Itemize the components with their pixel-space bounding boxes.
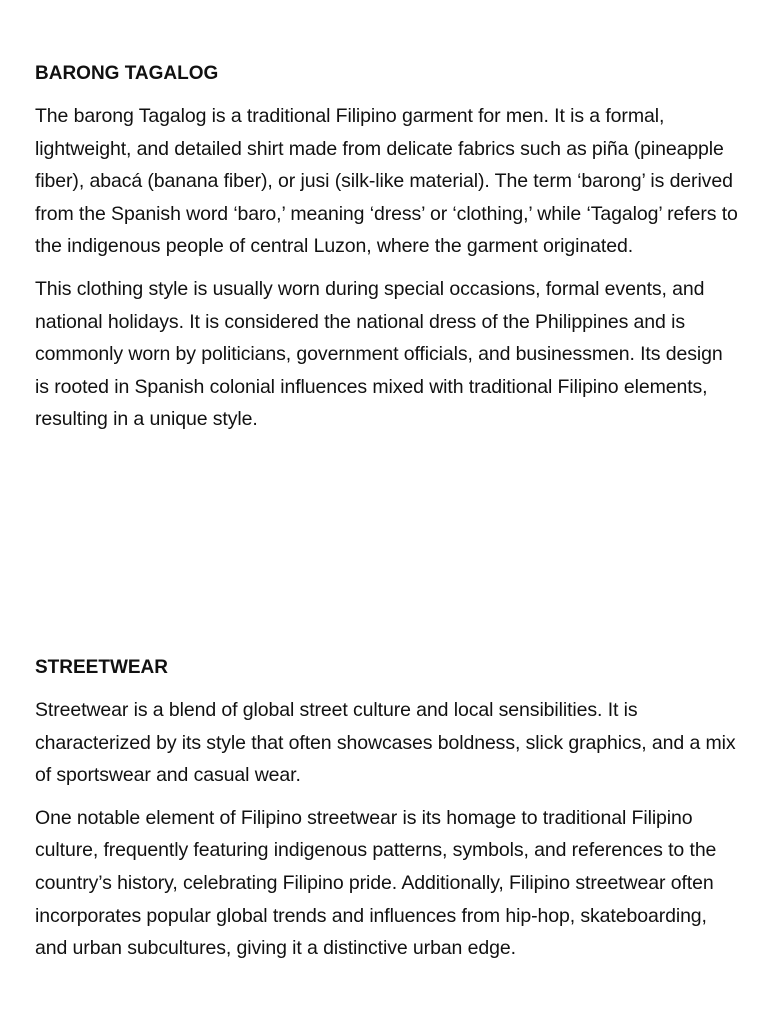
section-heading: BARONG TAGALOG (35, 63, 219, 84)
section-barong-tagalog (35, 60, 740, 446)
paragraph: This clothing style is usually worn during special occasions, formal events, and national holidays. It is considered the national dress of the Philippines and is commonly worn by politicians, government officials, and businessmen. Its design is rooted in Spanish colonial influences mixed with traditional Filipino elements, resulting in a unique style. (35, 277, 723, 431)
paragraph: The barong Tagalog is a traditional Filipino garment for men. It is a formal, lightweight, and detailed shirt made from delicate fabrics such as piña (pineapple fiber), abacá (banana fiber), or jusi (silk-like material). The term ‘barong’ is derived from the Spanish word ‘baro,’ meaning ‘dress’ or ‘clothing,’ while ‘Tagalog’ refers to the indigenous people of central Luzon, where the garment originated. (35, 105, 738, 258)
section-streetwear (35, 654, 740, 975)
paragraph: One notable element of Filipino streetwear is its homage to traditional Filipino culture, frequently featuring indigenous patterns, symbols, and references to the country’s history, celebrating Filipino pride. Additionally, Filipino streetwear often incorporates popular global trends and influences from hip-hop, skateboarding, and urban subcultures, giving it a distinctive urban edge. (35, 806, 717, 960)
section-heading: STREETWEAR (35, 657, 168, 678)
paragraph: Streetwear is a blend of global street culture and local sensibilities. It is characterized by its style that often showcases boldness, slick graphics, and a mix of sportswear and casual wear. (35, 699, 736, 787)
